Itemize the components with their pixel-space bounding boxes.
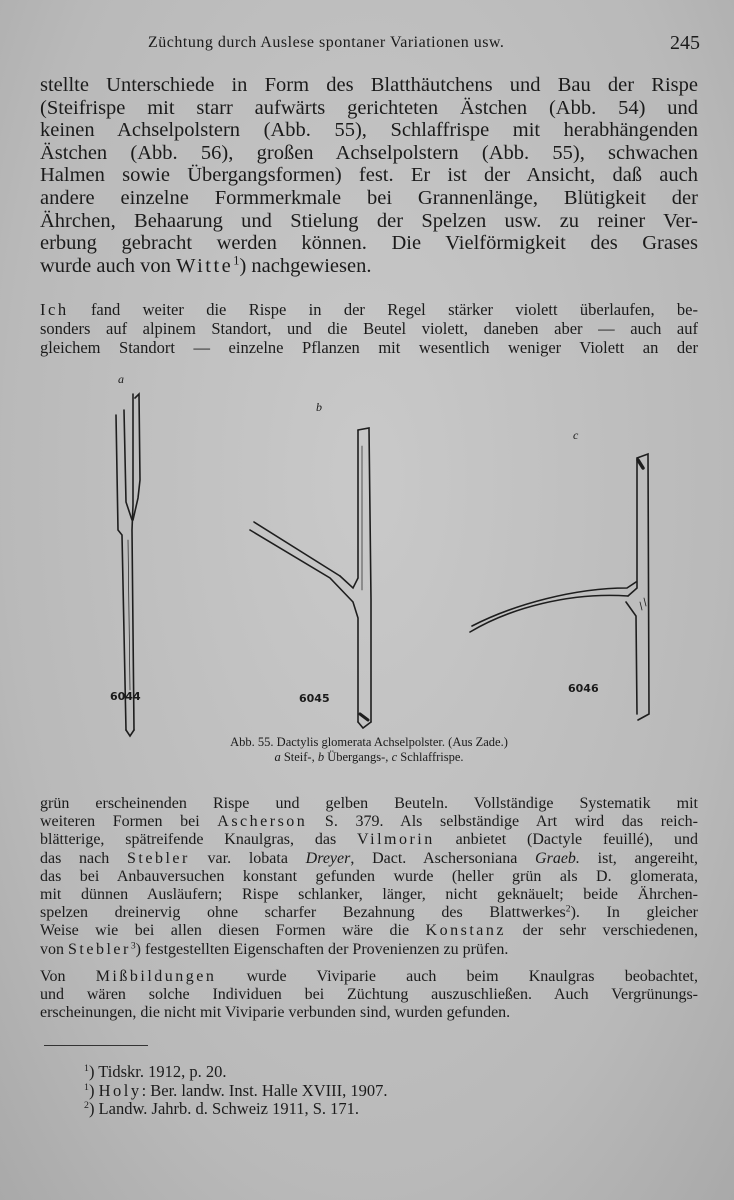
text-span: ) nachgewiesen.: [239, 254, 372, 277]
text-span: weiteren Formen bei: [40, 813, 200, 831]
author-name: Stebler: [127, 849, 190, 867]
footnote-number: 1: [84, 1081, 89, 1093]
author-name: Holy: [98, 1080, 142, 1100]
emphasis-word: Mißbildungen: [95, 968, 217, 985]
figure-label-b: b: [316, 400, 322, 414]
text-span: blätterige, spätreifende Knaulgras, das: [40, 831, 337, 849]
footnote-text: ) Landw. Jahrb. d. Schweiz 1911, S. 171.: [88, 1099, 360, 1118]
text-line: Ästchen (Abb. 56), großen Achselpolstern (Abb. 55), schwachen: [40, 141, 698, 164]
text-line: [40, 922, 698, 940]
text-line: [40, 850, 698, 868]
footnotes: [84, 1063, 387, 1119]
text-span: wurde Viviparie auch beim Knaulgras beobachtet,: [216, 968, 698, 985]
text-line: [40, 941, 698, 959]
author-italic: Graeb.: [535, 849, 580, 867]
caption-b: b: [317, 750, 325, 764]
text-span: fand weiter die Rispe in der Regel stärker violett überlaufen, be-: [68, 300, 698, 319]
footnote-text: ) Tidskr. 1912, p. 20.: [88, 1062, 227, 1081]
page-header: [40, 30, 700, 54]
running-title: Züchtung durch Auslese spontaner Variationen usw.: [148, 34, 505, 51]
text-span: anbietet (Dactyle feuillé), und: [434, 831, 698, 849]
author-name: Ascherson: [217, 813, 308, 831]
text-line: das bei Anbauversuchen konstant gefunden wurde (heller grün als D. glomerata,: [40, 867, 698, 885]
author-italic: Dreyer: [305, 849, 351, 867]
text-line: grün erscheinenden Rispe und gelben Beuteln. Vollständige Systematik mit: [40, 795, 698, 812]
paragraph-3: [40, 795, 698, 959]
figure-label-c: c: [573, 428, 579, 442]
text-line: [40, 255, 698, 278]
caption-c: c: [391, 750, 398, 764]
footnote-marker: 3: [130, 939, 136, 951]
text-span: spelzen dreinervig ohne scharfer Bezahnung des Blattwerkes: [40, 904, 566, 922]
footnote-3: [84, 1100, 387, 1119]
figure-abb-55: [40, 370, 700, 770]
author-name: Stebler: [68, 940, 131, 958]
caption-line-1: Abb. 55. Dactylis glomerata Achselpolster. (Aus Zade.): [230, 735, 508, 749]
text-line: und wären solche Individuen bei Züchtung auszuschließen. Auch Vergrünungs-: [40, 986, 698, 1004]
stem-c-illustration: [470, 454, 649, 720]
author-name: Vilmorin: [357, 831, 435, 849]
footnote-divider: [44, 1045, 148, 1046]
footnote-number: 1: [84, 1063, 89, 1075]
text-span: , Dact. Aschersoniana: [350, 849, 536, 867]
caption-text: Schlaffrispe.: [397, 750, 464, 764]
text-line: Halmen sowie Übergangsformen) fest. Er ist der Ansicht, daß auch: [40, 164, 698, 187]
text-span: Von: [40, 968, 66, 985]
text-line: sonders auf alpinem Standort, und die Beutel violett, daneben aber — auch auf: [40, 319, 698, 338]
text-line: [40, 831, 698, 849]
emphasis-word: Konstanz: [425, 922, 506, 940]
text-line: (Steifrispe mit starr aufwärts gerichteten Ästchen (Abb. 54) und: [40, 96, 698, 119]
footnote-1: [84, 1063, 387, 1082]
caption-text: Steif-,: [280, 750, 318, 764]
text-line: erscheinungen, die nicht mit Viviparie verbunden sind, wurden gefunden.: [40, 1004, 511, 1022]
text-line: [40, 813, 698, 831]
text-line: gleichem Standort — einzelne Pflanzen mit wesentlich weniger Violett an der: [40, 338, 698, 357]
footnote-2: $^1$) Holy: Ber. landw. Inst. Halle XVIII, 1907.: [84, 1080, 388, 1100]
paragraph-start-word: Ich: [40, 300, 69, 319]
footnote-marker: 1: [233, 253, 240, 268]
text-line: Ährchen, Behaarung und Stielung der Spelzen usw. zu reiner Ver-: [40, 209, 698, 232]
text-span: Weise wie bei allen diesen Formen wäre die: [40, 922, 410, 940]
text-span: das nach: [40, 849, 110, 867]
text-span: der sehr verschiedenen,: [505, 922, 699, 940]
text-line: [40, 904, 698, 922]
caption-line-2: [40, 750, 698, 765]
figure-label-a: a: [118, 372, 124, 386]
text-line: stellte Unterschiede in Form des Blatthäutchens und Bau der Rispe: [40, 74, 698, 96]
footnote-marker: 2: [565, 903, 571, 915]
sample-number-a: 6044: [110, 690, 141, 703]
text-line: [40, 968, 698, 986]
stem-a-illustration: [116, 394, 140, 736]
text-span: ). In gleicher: [570, 904, 698, 922]
text-line: mit dünnen Ausläufern; Rispe schlanker, länger, nicht geknäuelt; beide Ährchen-: [40, 886, 698, 904]
text-span: var. lobata: [189, 849, 306, 867]
figure-drawing: [40, 370, 700, 740]
text-span: S. 379. Als selbständige Art wird das reich-: [307, 813, 698, 831]
footnote-text: : Ber. landw. Inst. Halle XVIII, 1907.: [141, 1080, 388, 1100]
caption-a: a: [274, 750, 281, 764]
text-span: von: [40, 940, 64, 958]
sample-number-c: 6046: [568, 682, 599, 695]
text-span: ist, angereiht,: [579, 849, 699, 867]
text-span: wurde auch von: [40, 254, 171, 277]
sample-number-b: 6045: [299, 692, 330, 705]
stem-b-illustration: [250, 428, 371, 728]
page-number: 245: [670, 32, 700, 54]
figure-caption: [40, 735, 698, 765]
text-span: ) festgestellten Eigenschaften der Provenienzen zu prüfen.: [135, 940, 509, 958]
paragraph-2: [40, 300, 698, 357]
author-name-witte: Witte: [176, 254, 234, 277]
paragraph-1: [40, 74, 698, 277]
text-line: andere einzelne Formmerkmale bei Grannenlänge, Blütigkeit der: [40, 186, 698, 209]
paragraph-4: [40, 968, 698, 1023]
text-line: keinen Achselpolstern (Abb. 55), Schlaffrispe mit herabhängenden: [40, 119, 698, 142]
text-line: erbung gebracht werden können. Die Vielförmigkeit des Grases: [40, 232, 698, 255]
text-line: [40, 300, 698, 319]
footnote-number: 2: [84, 1100, 89, 1112]
caption-text: Übergangs-,: [324, 750, 392, 764]
